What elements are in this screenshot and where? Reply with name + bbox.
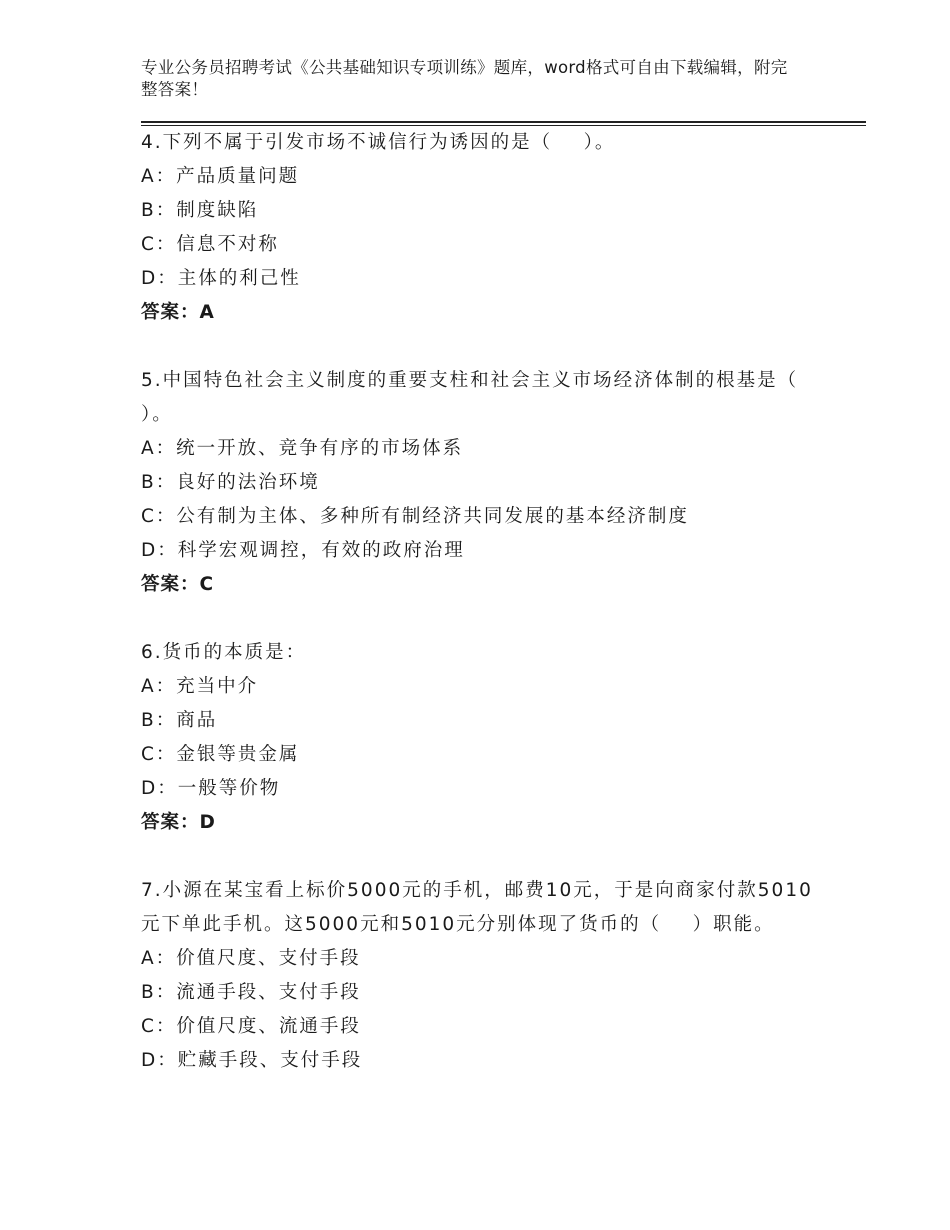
option-a: A：产品质量问题 [141,166,300,187]
option-b: B：商品 [141,710,218,731]
header-rule-thick [141,121,866,123]
question-stem: 4.下列不属于引发市场不诚信行为诱因的是（ ）。 [141,132,616,153]
question-stem: 5.中国特色社会主义制度的重要支柱和社会主义市场经济体制的根基是（ ）。 [141,370,814,425]
answer-label: 答案：D [141,812,216,833]
question-4 [141,126,821,330]
option-d: D：科学宏观调控，有效的政府治理 [141,540,465,561]
option-a: A：统一开放、竞争有序的市场体系 [141,438,464,459]
option-b: B：良好的法治环境 [141,472,320,493]
option-a: A：充当中介 [141,676,259,697]
option-d: D：主体的利己性 [141,268,301,289]
option-b: B：流通手段、支付手段 [141,982,361,1003]
question-list [141,126,821,1112]
option-c: C：价值尺度、流通手段 [141,1016,361,1037]
option-c: C：信息不对称 [141,234,279,255]
question-stem: 6.货币的本质是： [141,642,307,663]
document-header: 专业公务员招聘考试《公共基础知识专项训练》题库，word格式可自由下载编辑，附完整答案！ [141,58,788,99]
option-c: C：公有制为主体、多种所有制经济共同发展的基本经济制度 [141,506,689,527]
answer-label: 答案：A [141,302,215,323]
answer-label: 答案：C [141,574,215,595]
option-a: A：价值尺度、支付手段 [141,948,361,969]
question-6 [141,636,821,840]
option-c: C：金银等贵金属 [141,744,300,765]
option-b: B：制度缺陷 [141,200,259,221]
question-5 [141,364,821,602]
option-d: D：一般等价物 [141,778,281,799]
question-7 [141,874,821,1078]
option-d: D：贮藏手段、支付手段 [141,1050,363,1071]
question-stem: 7.小源在某宝看上标价5000元的手机，邮费10元，于是向商家付款5010元下单此手机。这5000元和5010元分别体现了货币的（ ）职能。 [141,880,813,935]
